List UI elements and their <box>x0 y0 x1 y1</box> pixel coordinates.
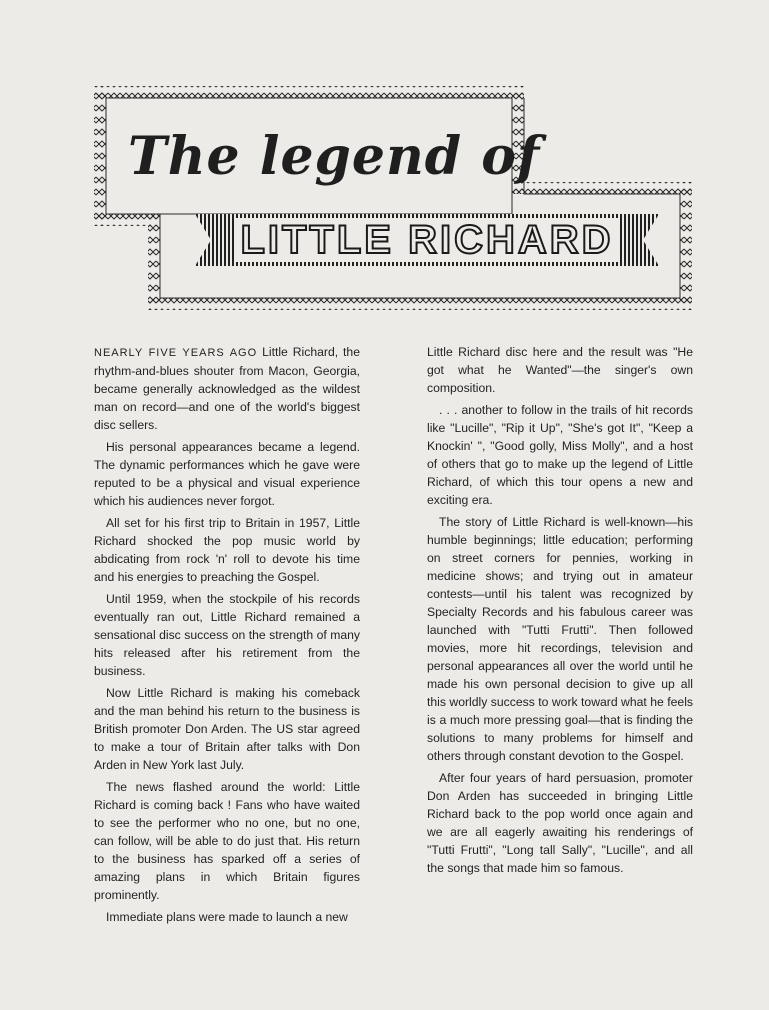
lead-in: NEARLY FIVE YEARS AGO <box>94 347 258 359</box>
right-column <box>427 343 693 881</box>
left-paragraph-3: All set for his first trip to Britain in 1957, Little Richard shocked the pop music world by abdicating from rock 'n' roll to devote his time and his energies to preaching the Gospel. <box>94 516 360 584</box>
title-prefix: The legend of <box>128 126 541 187</box>
left-paragraph-4: Until 1959, when the stockpile of his records eventually ran out, Little Richard remained a sensational disc success on the strength of many hits released after his retirement from the business. <box>94 592 360 678</box>
right-paragraph-1: Little Richard disc here and the result was "He got what he Wanted"—the singer's own composition. <box>427 345 693 395</box>
banner-title: LITTLE RICHARD <box>234 218 619 262</box>
left-column <box>94 343 360 930</box>
right-paragraph-4: After four years of hard persuasion, promoter Don Arden has succeeded in bringing Little Richard back to the pop world once again and we are all eagerly awaiting his renderings of "Tutti Frutti", "Long tall Sally", "Lucille", and all the songs that made him so famous. <box>427 771 693 875</box>
right-paragraph-2: . . . another to follow in the trails of hit records like "Lucille", "Rip it Up", "She's got It", "Keep a Knockin' ", "Good golly, Miss Molly", and a host of others that go to make up the legend of Little Richard, of which this tour opens a new and exciting era. <box>427 403 693 507</box>
left-paragraph-6: The news flashed around the world: Little Richard is coming back ! Fans who have waited to see the performer who no one, but no one, can follow, will be able to do just that. His return to the business has sparked off a series of amazing plans in which Britain figures prominently. <box>94 780 360 902</box>
title-banner <box>196 214 658 266</box>
left-paragraph-1: NEARLY FIVE YEARS AGO Little Richard, the rhythm-and-blues shouter from Macon, Georgia, became generally acknowledged as the wildest man on record—and one of the world's biggest disc sellers. <box>94 345 360 432</box>
right-paragraph-3: The story of Little Richard is well-known—his humble beginnings; little education; performing on street corners for pennies, working in medicine shows; and trying out in amateur contests—until his talent was recognized by Specialty Records and his fabulous career was launched with "Tutti Frutti". Then followed movies, more hit recordings, television and personal appearances all over the world until he made his own personal decision to give up all this worldly success to work toward what he feels is a much more pressing goal—that is finding the solutions to many problems for himself and others through constant devotion to the Gospel. <box>427 515 693 763</box>
left-paragraph-2: His personal appearances became a legend. The dynamic performances which he gave were reputed to be a physical and visual experience which his audiences never forgot. <box>94 440 360 508</box>
banner-left-notch <box>195 214 211 266</box>
left-paragraph-5: Now Little Richard is making his comeback and the man behind his return to the business is British promoter Don Arden. The US star agreed to make a tour of Britain after talks with Don Arden in New York last July. <box>94 686 360 772</box>
left-paragraph-7: Immediate plans were made to launch a new <box>106 910 348 924</box>
banner-right-notch <box>643 214 659 266</box>
